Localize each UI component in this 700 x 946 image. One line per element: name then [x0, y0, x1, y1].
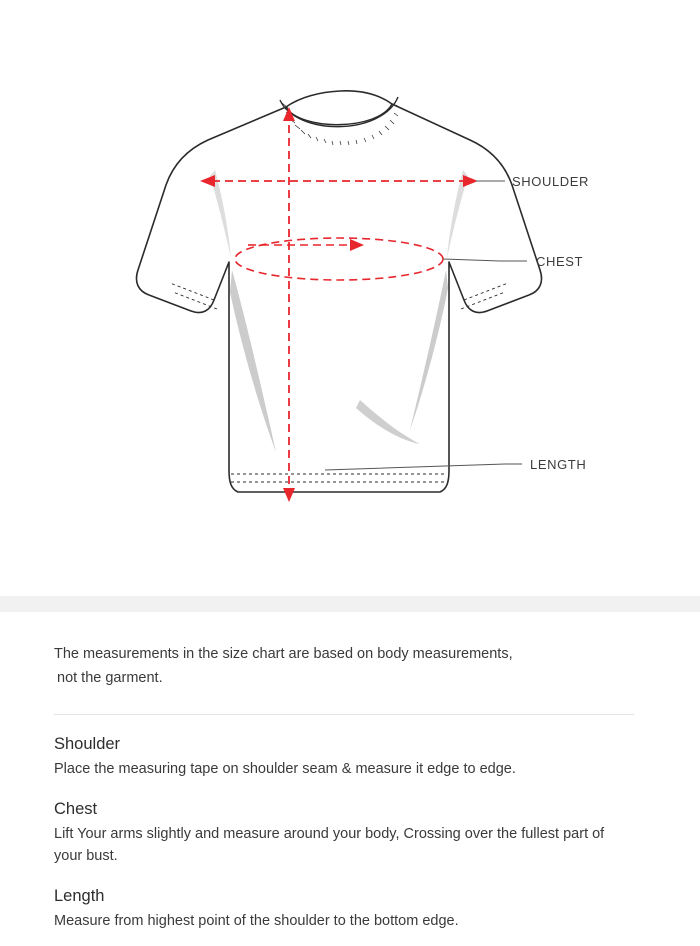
- shoulder-callout-label: SHOULDER: [512, 174, 590, 189]
- instruction-shoulder: [54, 735, 646, 780]
- intro-line-2: not the garment.: [57, 670, 163, 686]
- instruction-length-title: Length: [54, 887, 105, 905]
- instruction-length: [54, 887, 646, 932]
- measurement-instructions: [0, 612, 700, 932]
- intro-line-1: The measurements in the size chart are based on body measurements,: [54, 646, 513, 662]
- instruction-length-body: Measure from highest point of the shoulder to the bottom edge.: [54, 913, 459, 929]
- length-arrow-bottom: [283, 488, 295, 502]
- instruction-shoulder-title: Shoulder: [54, 735, 121, 753]
- instruction-chest-title: Chest: [54, 800, 98, 818]
- tshirt-outline: [136, 91, 541, 492]
- intro-divider: [54, 714, 634, 715]
- instruction-shoulder-body: Place the measuring tape on shoulder seam & measure it edge to edge.: [54, 761, 516, 777]
- section-divider-band: [0, 596, 700, 612]
- instruction-chest-body: Lift Your arms slightly and measure around your body, Crossing over the fullest part of your bust.: [54, 826, 605, 864]
- chest-callout-label: CHEST: [536, 254, 584, 269]
- intro-text: [54, 642, 646, 690]
- tshirt-illustration: [136, 91, 541, 492]
- instruction-chest: [54, 800, 646, 867]
- length-callout-label: LENGTH: [530, 457, 587, 472]
